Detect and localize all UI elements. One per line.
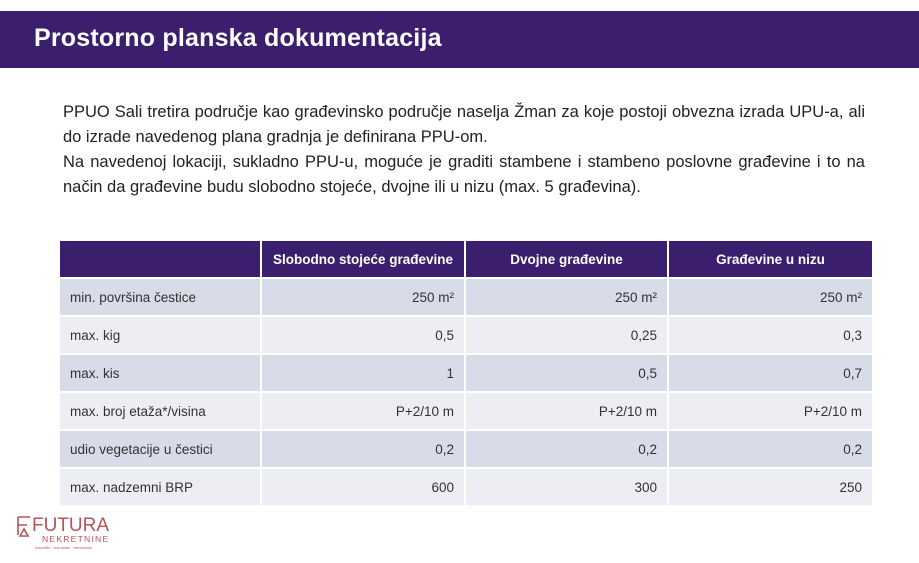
- cell-value: 0,25: [466, 317, 669, 355]
- header-row-houses: Građevine u nizu: [669, 241, 872, 279]
- logo-house-glyph: [18, 517, 30, 535]
- header-detached: Slobodno stojeće građevine: [262, 241, 466, 279]
- cell-value: 0,2: [262, 431, 466, 469]
- cell-value: 250: [669, 469, 872, 507]
- cell-value: 300: [466, 469, 669, 507]
- title-bar: [0, 11, 919, 68]
- logo-subtitle: NEKRETNINE: [42, 534, 110, 544]
- table-row: [60, 469, 872, 507]
- cell-value: 250 m²: [466, 279, 669, 317]
- cell-value: 0,5: [262, 317, 466, 355]
- header-empty: [60, 241, 262, 279]
- cell-value: P+2/10 m: [669, 393, 872, 431]
- row-label: min. površina čestice: [60, 279, 262, 317]
- building-parameters-table: [60, 241, 872, 507]
- cell-value: 0,7: [669, 355, 872, 393]
- row-label: udio vegetacije u čestici: [60, 431, 262, 469]
- cell-value: 0,2: [466, 431, 669, 469]
- row-label: max. nadzemni BRP: [60, 469, 262, 507]
- table-row: [60, 355, 872, 393]
- table-header-row: [60, 241, 872, 279]
- cell-value: 0,5: [466, 355, 669, 393]
- cell-value: P+2/10 m: [466, 393, 669, 431]
- cell-value: 0,3: [669, 317, 872, 355]
- table-row: [60, 279, 872, 317]
- table-row: [60, 431, 872, 469]
- table-row: [60, 393, 872, 431]
- cell-value: 1: [262, 355, 466, 393]
- description-text: [63, 100, 865, 200]
- futura-nekretnine-logo: [15, 507, 130, 551]
- logo-name: FUTURA: [32, 515, 110, 536]
- logo-roof-glyph: [20, 529, 28, 536]
- cell-value: 250 m²: [262, 279, 466, 317]
- table-row: [60, 317, 872, 355]
- header-semi-detached: Dvojne građevine: [466, 241, 669, 279]
- paragraph-1: PPUO Sali tretira područje kao građevinsko područje naselja Žman za koje postoji obvezna izrada UPU-a, ali do izrade navedenog plana gradnja je definirana PPU-om.: [63, 103, 865, 146]
- cell-value: 0,2: [669, 431, 872, 469]
- paragraph-2: Na navedenoj lokaciji, sukladno PPU-u, moguće je graditi stambene i stambeno poslovne građevine i to na način da građevine budu slobodno stojeće, dvojne ili u nizu (max. 5 građevina).: [63, 153, 865, 196]
- logo-tagline: immobilie · real estate · nemovitosti: [35, 546, 92, 550]
- cell-value: 600: [262, 469, 466, 507]
- cell-value: P+2/10 m: [262, 393, 466, 431]
- row-label: max. kig: [60, 317, 262, 355]
- row-label: max. broj etaža*/visina: [60, 393, 262, 431]
- cell-value: 250 m²: [669, 279, 872, 317]
- row-label: max. kis: [60, 355, 262, 393]
- page-title: Prostorno planska dokumentacija: [34, 24, 442, 52]
